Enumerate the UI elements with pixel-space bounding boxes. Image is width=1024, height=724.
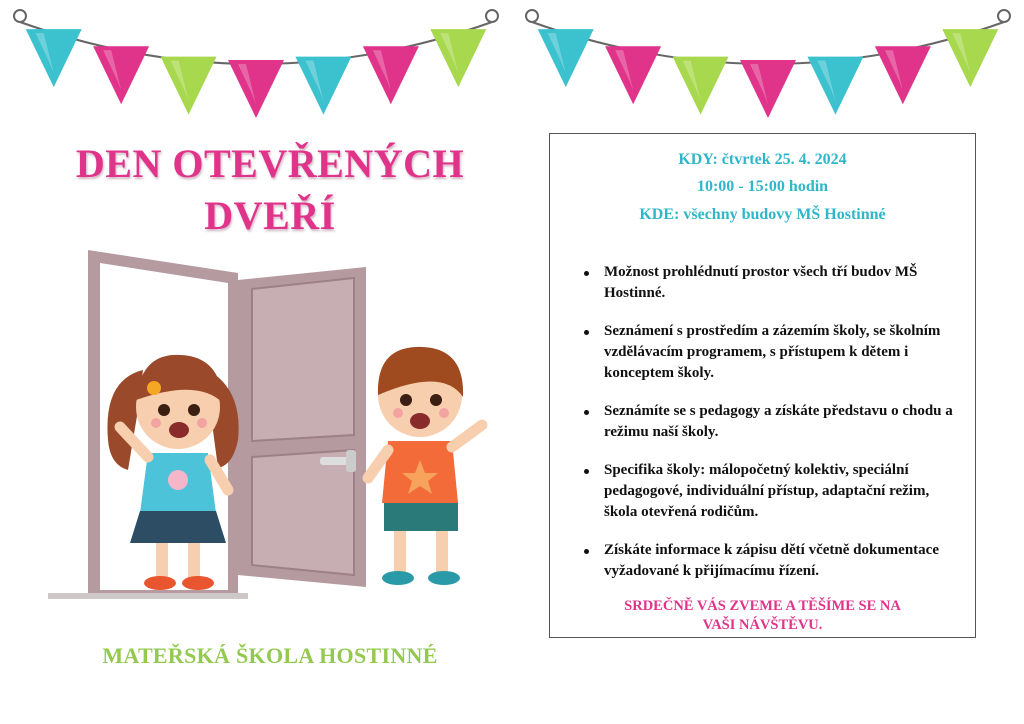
info-box xyxy=(549,133,976,638)
list-item: Získáte informace k zápisu dětí včetně dokumentace vyžadované k přijímacímu řízení. xyxy=(584,540,959,582)
bullet-icon xyxy=(584,469,589,474)
event-when xyxy=(550,146,975,200)
info-bullet-list xyxy=(584,262,959,599)
boy-icon xyxy=(368,347,482,585)
bullet-icon xyxy=(584,271,589,276)
list-item: Seznámení s prostředím a zázemím školy, se školním vzdělávacím programem, s přístupem k dětem i konceptem školy. xyxy=(584,321,959,384)
title-line-2: DVEŘÍ xyxy=(204,193,336,238)
title-line-1: DEN OTEVŘENÝCH xyxy=(75,141,465,186)
bunting-flag-icon xyxy=(807,57,863,115)
invitation-text xyxy=(550,597,975,635)
bunting-flag-icon xyxy=(26,29,82,87)
bunting-flag-icon xyxy=(295,57,351,115)
bunting-string xyxy=(532,22,1004,64)
bunting-flag-icon xyxy=(538,29,594,87)
bunting-flag-icon xyxy=(740,60,796,118)
bunting-loop-icon xyxy=(14,10,26,22)
bunting-flag-icon xyxy=(363,46,419,104)
bunting-loop-icon xyxy=(486,10,498,22)
bunting-left-icon xyxy=(0,0,512,130)
bunting-loop-icon xyxy=(526,10,538,22)
bunting-flag-icon xyxy=(942,29,998,87)
list-item: Specifika školy: málopočetný kolektiv, speciální pedagogové, individuální přístup, adaptační režim, škola otevřená rodičům. xyxy=(584,460,959,523)
bunting-flag-icon xyxy=(228,60,284,118)
page-title xyxy=(40,138,500,242)
event-date: KDY: čtvrtek 25. 4. 2024 xyxy=(678,151,847,168)
kids-open-door-illustration xyxy=(48,245,498,615)
bunting-string xyxy=(20,22,492,64)
bunting-flag-icon xyxy=(673,57,729,115)
bunting-flag-icon xyxy=(605,46,661,104)
event-time: 10:00 - 15:00 hodin xyxy=(696,178,829,195)
list-item: Seznámíte se s pedagogy a získáte představu o chodu a režimu naší školy. xyxy=(584,401,959,443)
bunting-flag-icon xyxy=(161,57,217,115)
bunting-flag-icon xyxy=(93,46,149,104)
bunting-flag-icon xyxy=(875,46,931,104)
bullet-icon xyxy=(584,330,589,335)
event-where: KDE: všechny budovy MŠ Hostinné xyxy=(639,206,886,223)
bunting-loop-icon xyxy=(998,10,1010,22)
invitation-line-2: VAŠI NÁVŠTĚVU. xyxy=(702,617,823,633)
bunting-flag-icon xyxy=(430,29,486,87)
list-item: Možnost prohlédnutí prostor všech tří budov MŠ Hostinné. xyxy=(584,262,959,304)
invitation-line-1: SRDEČNĚ VÁS ZVEME A TĚŠÍME SE NA xyxy=(624,598,901,614)
bunting-right-icon xyxy=(512,0,1024,130)
school-name: MATEŘSKÁ ŠKOLA HOSTINNÉ xyxy=(102,643,438,668)
bullet-icon xyxy=(584,410,589,415)
bullet-icon xyxy=(584,549,589,554)
